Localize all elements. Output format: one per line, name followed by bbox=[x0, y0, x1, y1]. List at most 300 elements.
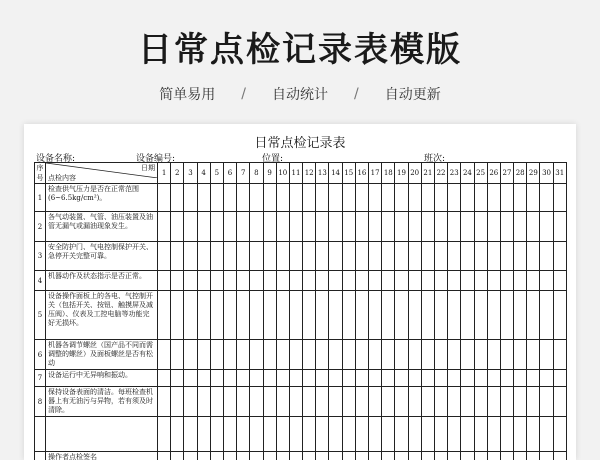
check-cell[interactable] bbox=[329, 271, 342, 291]
check-cell[interactable] bbox=[487, 184, 500, 212]
check-cell[interactable] bbox=[237, 417, 250, 452]
check-cell[interactable] bbox=[210, 184, 223, 212]
check-cell[interactable] bbox=[527, 291, 540, 340]
check-cell[interactable] bbox=[500, 291, 513, 340]
check-cell[interactable] bbox=[303, 417, 316, 452]
check-cell[interactable] bbox=[553, 242, 566, 271]
signature-cell[interactable] bbox=[540, 452, 553, 460]
signature-cell[interactable] bbox=[289, 452, 302, 460]
check-cell[interactable] bbox=[514, 370, 527, 387]
check-cell[interactable] bbox=[184, 184, 197, 212]
check-cell[interactable] bbox=[474, 271, 487, 291]
check-cell[interactable] bbox=[395, 212, 408, 242]
check-cell[interactable] bbox=[316, 387, 329, 417]
check-cell[interactable] bbox=[553, 212, 566, 242]
check-cell[interactable] bbox=[369, 271, 382, 291]
check-cell[interactable] bbox=[527, 242, 540, 271]
check-cell[interactable] bbox=[342, 212, 355, 242]
check-cell[interactable] bbox=[158, 184, 171, 212]
check-cell[interactable] bbox=[197, 291, 210, 340]
check-cell[interactable] bbox=[474, 184, 487, 212]
check-cell[interactable] bbox=[329, 291, 342, 340]
check-cell[interactable] bbox=[408, 417, 421, 452]
check-cell[interactable] bbox=[210, 242, 223, 271]
check-cell[interactable] bbox=[382, 184, 395, 212]
check-cell[interactable] bbox=[540, 340, 553, 370]
check-cell[interactable] bbox=[408, 242, 421, 271]
check-cell[interactable] bbox=[303, 242, 316, 271]
check-cell[interactable] bbox=[197, 340, 210, 370]
check-cell[interactable] bbox=[448, 291, 461, 340]
check-cell[interactable] bbox=[408, 212, 421, 242]
check-cell[interactable] bbox=[421, 387, 434, 417]
check-cell[interactable] bbox=[355, 340, 368, 370]
check-cell[interactable] bbox=[158, 242, 171, 271]
check-cell[interactable] bbox=[434, 340, 447, 370]
check-cell[interactable] bbox=[461, 242, 474, 271]
check-cell[interactable] bbox=[434, 271, 447, 291]
check-cell[interactable] bbox=[355, 387, 368, 417]
check-cell[interactable] bbox=[210, 417, 223, 452]
check-cell[interactable] bbox=[448, 184, 461, 212]
check-cell[interactable] bbox=[158, 291, 171, 340]
check-cell[interactable] bbox=[263, 291, 276, 340]
check-cell[interactable] bbox=[289, 340, 302, 370]
check-cell[interactable] bbox=[289, 291, 302, 340]
check-cell[interactable] bbox=[223, 184, 236, 212]
check-cell[interactable] bbox=[553, 387, 566, 417]
check-cell[interactable] bbox=[369, 387, 382, 417]
check-cell[interactable] bbox=[434, 387, 447, 417]
check-cell[interactable] bbox=[316, 340, 329, 370]
check-cell[interactable] bbox=[171, 242, 184, 271]
signature-cell[interactable] bbox=[369, 452, 382, 460]
check-cell[interactable] bbox=[355, 242, 368, 271]
signature-cell[interactable] bbox=[500, 452, 513, 460]
check-cell[interactable] bbox=[434, 417, 447, 452]
signature-cell[interactable] bbox=[514, 452, 527, 460]
check-cell[interactable] bbox=[395, 370, 408, 387]
check-cell[interactable] bbox=[237, 242, 250, 271]
check-cell[interactable] bbox=[553, 370, 566, 387]
check-cell[interactable] bbox=[316, 417, 329, 452]
check-cell[interactable] bbox=[237, 370, 250, 387]
check-cell[interactable] bbox=[487, 417, 500, 452]
check-cell[interactable] bbox=[369, 417, 382, 452]
check-cell[interactable] bbox=[461, 417, 474, 452]
check-cell[interactable] bbox=[263, 271, 276, 291]
check-cell[interactable] bbox=[171, 184, 184, 212]
check-cell[interactable] bbox=[434, 291, 447, 340]
check-cell[interactable] bbox=[355, 212, 368, 242]
check-cell[interactable] bbox=[250, 291, 263, 340]
signature-cell[interactable] bbox=[171, 452, 184, 460]
check-cell[interactable] bbox=[514, 212, 527, 242]
check-cell[interactable] bbox=[487, 340, 500, 370]
check-cell[interactable] bbox=[303, 212, 316, 242]
check-cell[interactable] bbox=[184, 242, 197, 271]
check-cell[interactable] bbox=[289, 242, 302, 271]
check-cell[interactable] bbox=[250, 271, 263, 291]
check-cell[interactable] bbox=[263, 417, 276, 452]
check-cell[interactable] bbox=[421, 370, 434, 387]
signature-cell[interactable] bbox=[553, 452, 566, 460]
check-cell[interactable] bbox=[303, 370, 316, 387]
check-cell[interactable] bbox=[448, 212, 461, 242]
check-cell[interactable] bbox=[316, 184, 329, 212]
signature-cell[interactable] bbox=[448, 452, 461, 460]
check-cell[interactable] bbox=[408, 370, 421, 387]
check-cell[interactable] bbox=[210, 340, 223, 370]
signature-cell[interactable] bbox=[329, 452, 342, 460]
check-cell[interactable] bbox=[434, 242, 447, 271]
check-cell[interactable] bbox=[382, 291, 395, 340]
check-cell[interactable] bbox=[408, 184, 421, 212]
check-cell[interactable] bbox=[527, 212, 540, 242]
check-cell[interactable] bbox=[382, 242, 395, 271]
check-cell[interactable] bbox=[461, 340, 474, 370]
check-cell[interactable] bbox=[289, 370, 302, 387]
check-cell[interactable] bbox=[342, 387, 355, 417]
check-cell[interactable] bbox=[500, 212, 513, 242]
check-cell[interactable] bbox=[540, 387, 553, 417]
check-cell[interactable] bbox=[408, 271, 421, 291]
check-cell[interactable] bbox=[355, 184, 368, 212]
check-cell[interactable] bbox=[421, 291, 434, 340]
check-cell[interactable] bbox=[355, 291, 368, 340]
check-cell[interactable] bbox=[540, 417, 553, 452]
check-cell[interactable] bbox=[210, 271, 223, 291]
check-cell[interactable] bbox=[395, 184, 408, 212]
check-cell[interactable] bbox=[316, 212, 329, 242]
signature-cell[interactable] bbox=[434, 452, 447, 460]
check-cell[interactable] bbox=[355, 271, 368, 291]
check-cell[interactable] bbox=[316, 370, 329, 387]
check-cell[interactable] bbox=[289, 387, 302, 417]
check-cell[interactable] bbox=[197, 184, 210, 212]
signature-cell[interactable] bbox=[210, 452, 223, 460]
check-cell[interactable] bbox=[369, 291, 382, 340]
check-cell[interactable] bbox=[487, 387, 500, 417]
check-cell[interactable] bbox=[303, 387, 316, 417]
check-cell[interactable] bbox=[250, 417, 263, 452]
check-cell[interactable] bbox=[197, 387, 210, 417]
check-cell[interactable] bbox=[342, 417, 355, 452]
check-cell[interactable] bbox=[303, 271, 316, 291]
check-cell[interactable] bbox=[237, 291, 250, 340]
signature-cell[interactable] bbox=[237, 452, 250, 460]
check-cell[interactable] bbox=[342, 291, 355, 340]
check-cell[interactable] bbox=[263, 370, 276, 387]
check-cell[interactable] bbox=[514, 417, 527, 452]
check-cell[interactable] bbox=[448, 370, 461, 387]
check-cell[interactable] bbox=[184, 340, 197, 370]
check-cell[interactable] bbox=[250, 340, 263, 370]
check-cell[interactable] bbox=[342, 340, 355, 370]
check-cell[interactable] bbox=[237, 184, 250, 212]
check-cell[interactable] bbox=[355, 370, 368, 387]
signature-cell[interactable] bbox=[408, 452, 421, 460]
check-cell[interactable] bbox=[329, 184, 342, 212]
check-cell[interactable] bbox=[263, 184, 276, 212]
check-cell[interactable] bbox=[474, 242, 487, 271]
signature-cell[interactable] bbox=[276, 452, 289, 460]
check-cell[interactable] bbox=[342, 184, 355, 212]
check-cell[interactable] bbox=[237, 387, 250, 417]
check-cell[interactable] bbox=[461, 271, 474, 291]
check-cell[interactable] bbox=[342, 242, 355, 271]
check-cell[interactable] bbox=[276, 184, 289, 212]
check-cell[interactable] bbox=[184, 370, 197, 387]
check-cell[interactable] bbox=[329, 417, 342, 452]
check-cell[interactable] bbox=[276, 271, 289, 291]
check-cell[interactable] bbox=[210, 212, 223, 242]
check-cell[interactable] bbox=[369, 212, 382, 242]
check-cell[interactable] bbox=[158, 271, 171, 291]
check-cell[interactable] bbox=[514, 340, 527, 370]
check-cell[interactable] bbox=[289, 184, 302, 212]
check-cell[interactable] bbox=[395, 291, 408, 340]
check-cell[interactable] bbox=[487, 370, 500, 387]
check-cell[interactable] bbox=[158, 387, 171, 417]
check-cell[interactable] bbox=[250, 387, 263, 417]
check-cell[interactable] bbox=[500, 271, 513, 291]
check-cell[interactable] bbox=[237, 212, 250, 242]
check-cell[interactable] bbox=[276, 212, 289, 242]
check-cell[interactable] bbox=[487, 242, 500, 271]
signature-cell[interactable] bbox=[184, 452, 197, 460]
check-cell[interactable] bbox=[250, 242, 263, 271]
check-cell[interactable] bbox=[461, 370, 474, 387]
check-cell[interactable] bbox=[316, 271, 329, 291]
check-cell[interactable] bbox=[250, 212, 263, 242]
check-cell[interactable] bbox=[434, 370, 447, 387]
check-cell[interactable] bbox=[500, 417, 513, 452]
check-cell[interactable] bbox=[250, 370, 263, 387]
check-cell[interactable] bbox=[487, 271, 500, 291]
signature-cell[interactable] bbox=[303, 452, 316, 460]
check-cell[interactable] bbox=[369, 184, 382, 212]
signature-cell[interactable] bbox=[197, 452, 210, 460]
check-cell[interactable] bbox=[263, 242, 276, 271]
check-cell[interactable] bbox=[184, 387, 197, 417]
check-cell[interactable] bbox=[223, 271, 236, 291]
signature-cell[interactable] bbox=[395, 452, 408, 460]
check-cell[interactable] bbox=[395, 271, 408, 291]
check-cell[interactable] bbox=[184, 417, 197, 452]
check-cell[interactable] bbox=[487, 212, 500, 242]
check-cell[interactable] bbox=[421, 417, 434, 452]
check-cell[interactable] bbox=[171, 417, 184, 452]
check-cell[interactable] bbox=[421, 242, 434, 271]
check-cell[interactable] bbox=[171, 212, 184, 242]
check-cell[interactable] bbox=[171, 271, 184, 291]
check-cell[interactable] bbox=[355, 417, 368, 452]
check-cell[interactable] bbox=[540, 370, 553, 387]
check-cell[interactable] bbox=[184, 212, 197, 242]
check-cell[interactable] bbox=[369, 340, 382, 370]
check-cell[interactable] bbox=[276, 242, 289, 271]
check-cell[interactable] bbox=[329, 242, 342, 271]
check-cell[interactable] bbox=[514, 184, 527, 212]
check-cell[interactable] bbox=[421, 184, 434, 212]
signature-cell[interactable] bbox=[487, 452, 500, 460]
check-cell[interactable] bbox=[527, 184, 540, 212]
check-cell[interactable] bbox=[540, 184, 553, 212]
check-cell[interactable] bbox=[276, 370, 289, 387]
check-cell[interactable] bbox=[487, 291, 500, 340]
check-cell[interactable] bbox=[329, 387, 342, 417]
check-cell[interactable] bbox=[395, 417, 408, 452]
check-cell[interactable] bbox=[171, 340, 184, 370]
check-cell[interactable] bbox=[210, 291, 223, 340]
signature-cell[interactable] bbox=[355, 452, 368, 460]
check-cell[interactable] bbox=[197, 212, 210, 242]
check-cell[interactable] bbox=[276, 417, 289, 452]
check-cell[interactable] bbox=[553, 184, 566, 212]
check-cell[interactable] bbox=[514, 387, 527, 417]
signature-cell[interactable] bbox=[158, 452, 171, 460]
check-cell[interactable] bbox=[408, 291, 421, 340]
check-cell[interactable] bbox=[223, 370, 236, 387]
check-cell[interactable] bbox=[500, 242, 513, 271]
check-cell[interactable] bbox=[342, 370, 355, 387]
check-cell[interactable] bbox=[171, 387, 184, 417]
check-cell[interactable] bbox=[237, 271, 250, 291]
check-cell[interactable] bbox=[421, 340, 434, 370]
check-cell[interactable] bbox=[223, 291, 236, 340]
check-cell[interactable] bbox=[158, 340, 171, 370]
check-cell[interactable] bbox=[303, 184, 316, 212]
check-cell[interactable] bbox=[527, 370, 540, 387]
check-cell[interactable] bbox=[527, 417, 540, 452]
check-cell[interactable] bbox=[289, 417, 302, 452]
check-cell[interactable] bbox=[540, 271, 553, 291]
check-cell[interactable] bbox=[540, 212, 553, 242]
signature-cell[interactable] bbox=[223, 452, 236, 460]
check-cell[interactable] bbox=[408, 340, 421, 370]
signature-cell[interactable] bbox=[421, 452, 434, 460]
check-cell[interactable] bbox=[263, 212, 276, 242]
check-cell[interactable] bbox=[276, 340, 289, 370]
check-cell[interactable] bbox=[500, 387, 513, 417]
check-cell[interactable] bbox=[184, 291, 197, 340]
check-cell[interactable] bbox=[223, 212, 236, 242]
check-cell[interactable] bbox=[461, 212, 474, 242]
check-cell[interactable] bbox=[382, 340, 395, 370]
check-cell[interactable] bbox=[329, 340, 342, 370]
check-cell[interactable] bbox=[158, 417, 171, 452]
check-cell[interactable] bbox=[474, 212, 487, 242]
check-cell[interactable] bbox=[303, 340, 316, 370]
check-cell[interactable] bbox=[237, 340, 250, 370]
check-cell[interactable] bbox=[474, 387, 487, 417]
check-cell[interactable] bbox=[500, 370, 513, 387]
check-cell[interactable] bbox=[421, 271, 434, 291]
check-cell[interactable] bbox=[500, 184, 513, 212]
check-cell[interactable] bbox=[434, 212, 447, 242]
check-cell[interactable] bbox=[369, 370, 382, 387]
check-cell[interactable] bbox=[553, 340, 566, 370]
signature-cell[interactable] bbox=[342, 452, 355, 460]
check-cell[interactable] bbox=[171, 370, 184, 387]
check-cell[interactable] bbox=[210, 387, 223, 417]
check-cell[interactable] bbox=[461, 184, 474, 212]
signature-cell[interactable] bbox=[474, 452, 487, 460]
check-cell[interactable] bbox=[276, 387, 289, 417]
check-cell[interactable] bbox=[527, 340, 540, 370]
check-cell[interactable] bbox=[329, 212, 342, 242]
check-cell[interactable] bbox=[263, 340, 276, 370]
check-cell[interactable] bbox=[448, 271, 461, 291]
check-cell[interactable] bbox=[342, 271, 355, 291]
check-cell[interactable] bbox=[448, 340, 461, 370]
signature-cell[interactable] bbox=[250, 452, 263, 460]
check-cell[interactable] bbox=[421, 212, 434, 242]
check-cell[interactable] bbox=[158, 370, 171, 387]
signature-cell[interactable] bbox=[263, 452, 276, 460]
check-cell[interactable] bbox=[316, 242, 329, 271]
check-cell[interactable] bbox=[289, 271, 302, 291]
check-cell[interactable] bbox=[382, 417, 395, 452]
check-cell[interactable] bbox=[382, 212, 395, 242]
check-cell[interactable] bbox=[448, 387, 461, 417]
signature-cell[interactable] bbox=[461, 452, 474, 460]
check-cell[interactable] bbox=[369, 242, 382, 271]
check-cell[interactable] bbox=[395, 340, 408, 370]
check-cell[interactable] bbox=[276, 291, 289, 340]
check-cell[interactable] bbox=[474, 291, 487, 340]
check-cell[interactable] bbox=[171, 291, 184, 340]
check-cell[interactable] bbox=[408, 387, 421, 417]
check-cell[interactable] bbox=[474, 370, 487, 387]
check-cell[interactable] bbox=[303, 291, 316, 340]
signature-cell[interactable] bbox=[316, 452, 329, 460]
check-cell[interactable] bbox=[514, 271, 527, 291]
check-cell[interactable] bbox=[223, 387, 236, 417]
signature-cell[interactable] bbox=[382, 452, 395, 460]
check-cell[interactable] bbox=[197, 271, 210, 291]
check-cell[interactable] bbox=[461, 387, 474, 417]
check-cell[interactable] bbox=[197, 370, 210, 387]
check-cell[interactable] bbox=[263, 387, 276, 417]
signature-cell[interactable] bbox=[527, 452, 540, 460]
check-cell[interactable] bbox=[382, 387, 395, 417]
check-cell[interactable] bbox=[382, 370, 395, 387]
check-cell[interactable] bbox=[395, 242, 408, 271]
check-cell[interactable] bbox=[184, 271, 197, 291]
check-cell[interactable] bbox=[553, 417, 566, 452]
check-cell[interactable] bbox=[382, 271, 395, 291]
check-cell[interactable] bbox=[223, 417, 236, 452]
check-cell[interactable] bbox=[527, 271, 540, 291]
check-cell[interactable] bbox=[434, 184, 447, 212]
check-cell[interactable] bbox=[474, 417, 487, 452]
check-cell[interactable] bbox=[158, 212, 171, 242]
check-cell[interactable] bbox=[210, 370, 223, 387]
check-cell[interactable] bbox=[474, 340, 487, 370]
check-cell[interactable] bbox=[461, 291, 474, 340]
check-cell[interactable] bbox=[316, 291, 329, 340]
check-cell[interactable] bbox=[448, 417, 461, 452]
check-cell[interactable] bbox=[329, 370, 342, 387]
check-cell[interactable] bbox=[197, 417, 210, 452]
check-cell[interactable] bbox=[250, 184, 263, 212]
check-cell[interactable] bbox=[197, 242, 210, 271]
check-cell[interactable] bbox=[448, 242, 461, 271]
check-cell[interactable] bbox=[223, 242, 236, 271]
check-cell[interactable] bbox=[553, 291, 566, 340]
